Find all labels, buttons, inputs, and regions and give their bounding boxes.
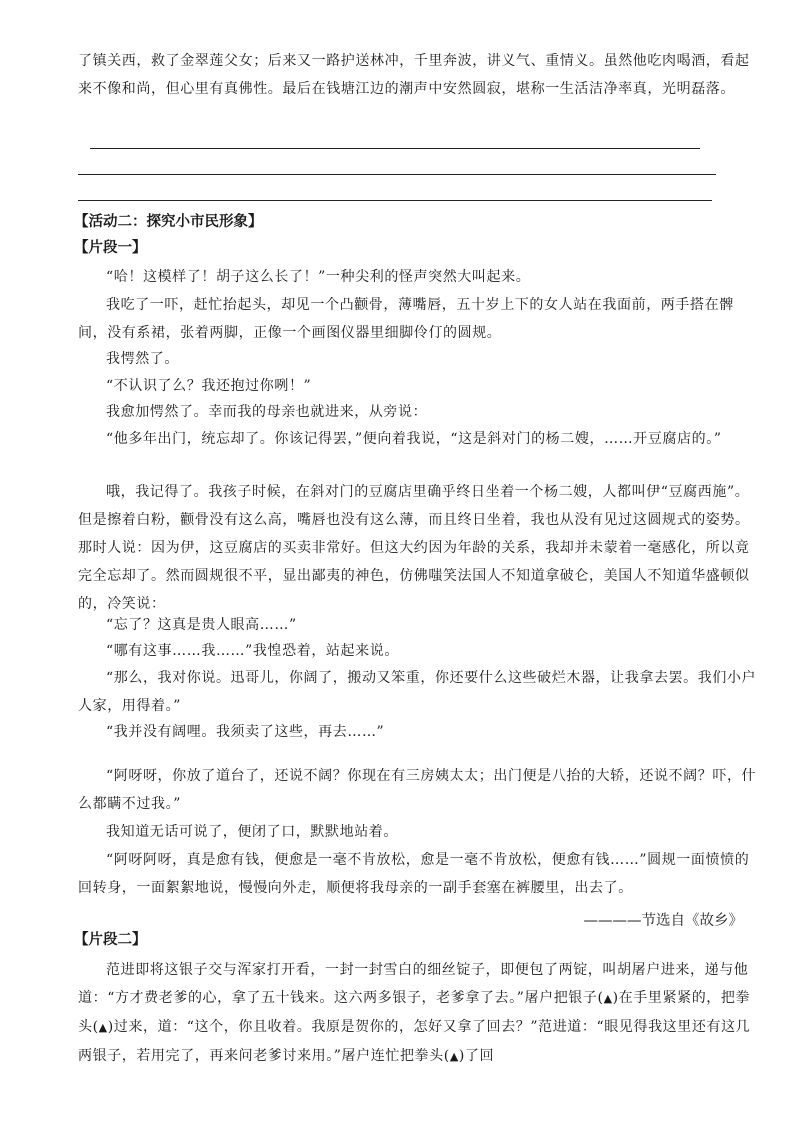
blank-triangle-icon[interactable]: ▲ (98, 1021, 108, 1034)
paragraph: “哈！这模样了！胡子这么长了！”一种尖利的怪声突然大叫起来。 (106, 269, 531, 285)
answer-line-3[interactable] (78, 200, 712, 201)
source-citation: ————节选自《故乡》 (583, 913, 743, 929)
paragraph: “我并没有阔哩。我须卖了这些，再去……” (106, 724, 385, 740)
blank-triangle-icon[interactable]: ▲ (603, 992, 613, 1005)
fragment2-paragraph: 范进即将这银子交与浑家打开看，一封一封雪白的细丝锭子，即便包了两锭，叫胡屠户进来，递与他道：“方才费老爹的心，拿了五十钱来。这六两多银子，老爹拿了去。”屠户把银子(▲)在手里紧紧的，把拳头(▲)过来，道：“这个，你且收着。我原是贺你的，怎好又拿了回去？”范进道：“眼见得我这里还有这几两银子，若用完了，再来问老爹讨来用。”屠户连忙把拳头(▲)了回 (78, 962, 751, 1064)
paragraph: “哪有这事……我……”我惶恐着，站起来说。 (106, 643, 399, 659)
paragraph: 我愕然了。 (106, 351, 179, 367)
paragraph: “阿呀阿呀，真是愈有钱，便愈是一毫不肯放松，愈是一毫不肯放松，便愈有钱……”圆规一面愤愤的回转身，一面絮絮地说，慢慢向外走，顺便将我母亲的一副手套塞在裤腰里，出去了。 (78, 852, 750, 896)
paragraph: 我吃了一吓，赶忙抬起头，却见一个凸颧骨，薄嘴唇，五十岁上下的女人站在我面前，两手搭在髀间，没有系裙，张着两脚，正像一个画图仪器里细脚伶仃的圆规。 (78, 297, 734, 341)
paragraph: “不认识了么？我还抱过你咧！” (106, 378, 312, 394)
answer-line-1[interactable] (90, 148, 700, 149)
paragraph: “阿呀呀，你放了道台了，还说不阔？你现在有三房姨太太；出门便是八抬的大轿，还说不阔？吓，什么都瞒不过我。” (78, 768, 757, 812)
answer-line-2[interactable] (78, 174, 716, 175)
paragraph: 我愈加愕然了。幸而我的母亲也就进来，从旁说： (106, 404, 428, 420)
fragment2-heading: 【片段二】 (74, 932, 147, 948)
fragment1-heading: 【片段一】 (74, 240, 147, 256)
paragraph: 哦，我记得了。我孩子时候，在斜对门的豆腐店里确乎终日坐着一个杨二嫂，人都叫伊“豆腐西施”。但是擦着白粉，颧骨没有这么高，嘴唇也没有这么薄，而且终日坐着，我也从没有见过这圆规式的姿势。那时人说：因为伊，这豆腐店的买卖非常好。但这大约因为年龄的关系，我却并未蒙着一毫感化，所以竟完全忘却了。然而圆规很不平，显出鄙夷的神色，仿佛嗤笑法国人不知道拿破仑，美国人不知道华盛顿似的，冷笑说： (78, 484, 750, 612)
paragraph: 我知道无话可说了，便闭了口，默默地站着。 (106, 824, 398, 840)
paragraph: “忘了？这真是贵人眼高……” (106, 617, 297, 633)
paragraph: “那么，我对你说。迅哥儿，你阔了，搬动又笨重，你还要什么这些破烂木器，让我拿去罢。我们小户人家，用得着。” (78, 670, 757, 714)
intro-paragraph: 了镇关西，救了金翠莲父女；后来又一路护送林冲，千里奔波，讲义气、重情义。虽然他吃肉喝酒，看起来不像和尚，但心里有真佛性。最后在钱塘江边的潮声中安然圆寂，堪称一生活洁净率真，光明磊落。 (78, 53, 750, 97)
paragraph: “他多年出门，统忘却了。你该记得罢，”便向着我说，“这是斜对门的杨二嫂，……开豆腐店的。” (106, 431, 722, 447)
activity-heading: 【活动二：探究小市民形象】 (74, 214, 263, 230)
blank-triangle-icon[interactable]: ▲ (449, 1050, 459, 1063)
